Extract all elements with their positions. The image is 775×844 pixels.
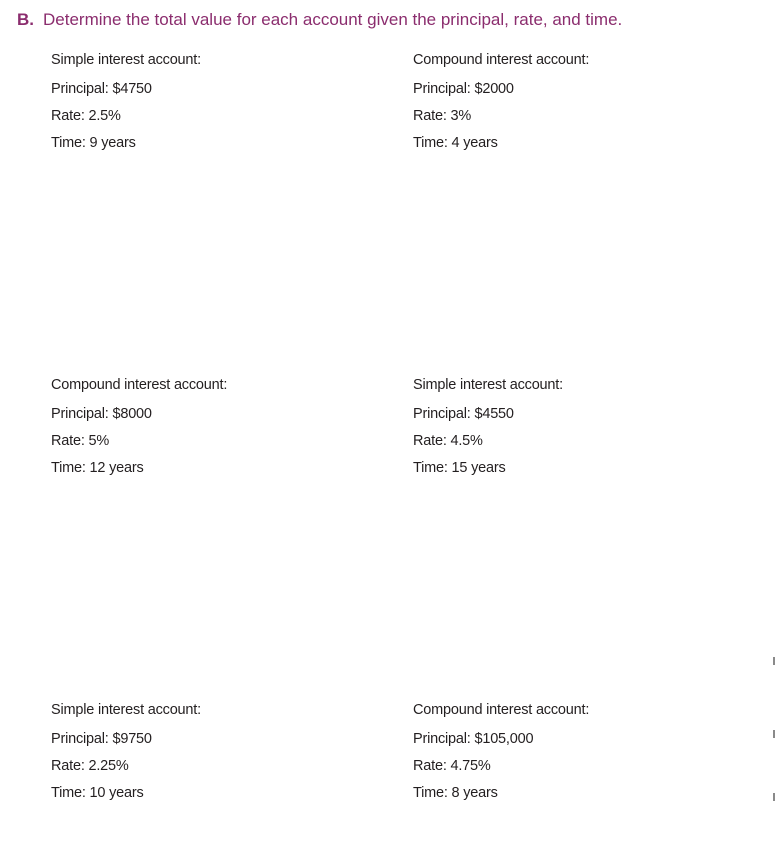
account-type: Simple interest account: (51, 52, 201, 68)
problem-5 (51, 700, 351, 810)
account-type: Compound interest account: (413, 52, 590, 68)
time-value: Time: 4 years (413, 135, 498, 151)
principal-value: Principal: $8000 (51, 406, 152, 422)
principal-value: Principal: $2000 (413, 81, 514, 97)
rate-value: Rate: 3% (413, 108, 472, 124)
account-type: Compound interest account: (51, 377, 228, 393)
time-value: Time: 9 years (51, 135, 136, 151)
time-value: Time: 8 years (413, 785, 498, 801)
account-type: Compound interest account: (413, 702, 590, 718)
time-value: Time: 10 years (51, 785, 144, 801)
account-type: Simple interest account: (51, 702, 201, 718)
problem-4 (413, 375, 713, 485)
principal-value: Principal: $9750 (51, 731, 152, 747)
rate-value: Rate: 4.75% (413, 758, 491, 774)
rate-value: Rate: 2.25% (51, 758, 129, 774)
section-instruction: Determine the total value for each account given the principal, rate, and time. (43, 10, 623, 29)
problem-3 (51, 375, 351, 485)
section-letter: B. (17, 10, 34, 29)
rate-value: Rate: 4.5% (413, 433, 483, 449)
time-value: Time: 12 years (51, 460, 144, 476)
principal-value: Principal: $4750 (51, 81, 152, 97)
time-value: Time: 15 years (413, 460, 506, 476)
problem-2 (413, 50, 713, 160)
principal-value: Principal: $4550 (413, 406, 514, 422)
problem-1 (51, 50, 351, 160)
section-heading (17, 9, 622, 31)
problem-6 (413, 700, 713, 810)
principal-value: Principal: $105,000 (413, 731, 534, 747)
rate-value: Rate: 2.5% (51, 108, 121, 124)
rate-value: Rate: 5% (51, 433, 110, 449)
account-type: Simple interest account: (413, 377, 563, 393)
